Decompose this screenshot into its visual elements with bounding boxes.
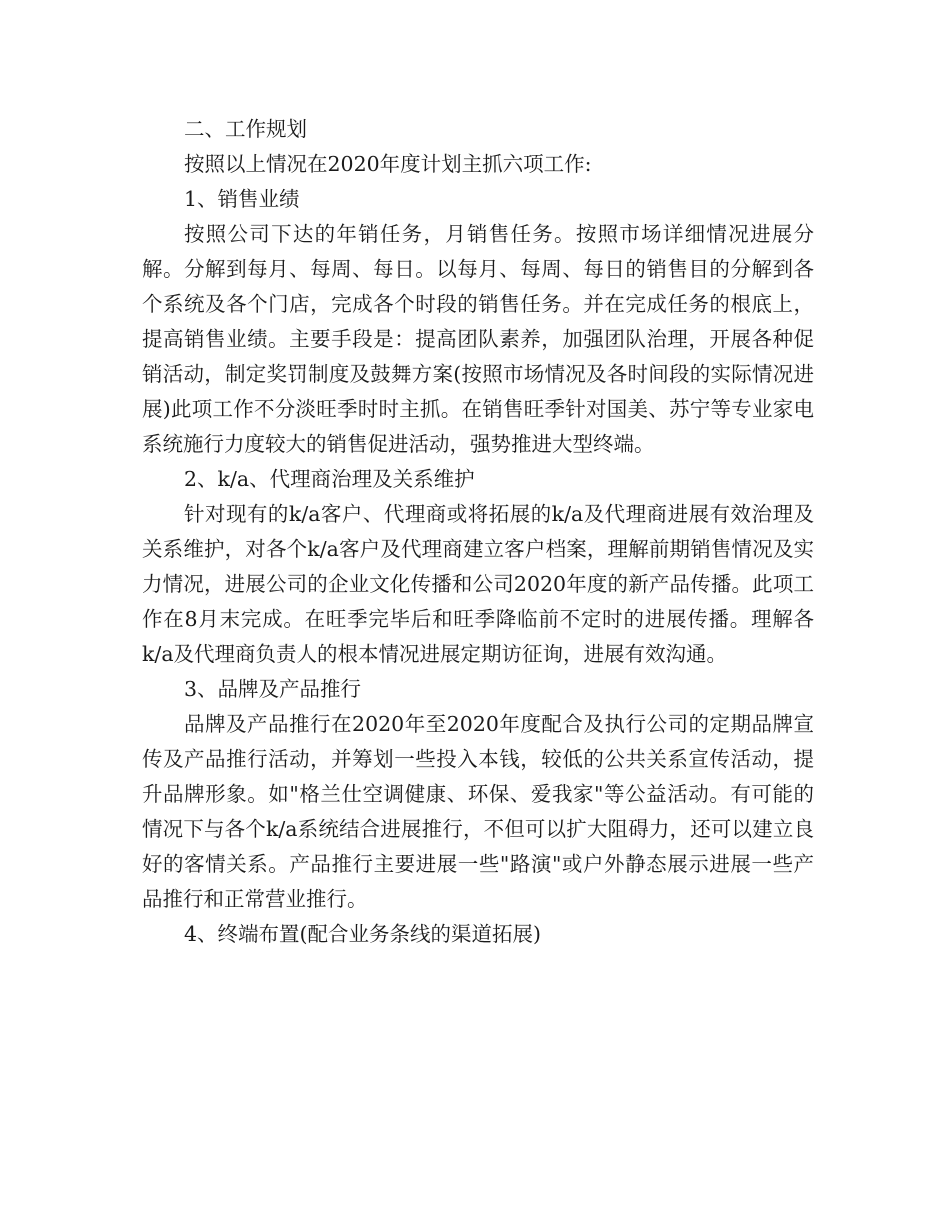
document-body (142, 112, 814, 952)
intro-paragraph: 按照以上情况在2020年度计划主抓六项工作: (184, 152, 592, 176)
brand-promotion-paragraph: 品牌及产品推行在2020年至2020年度配合及执行公司的定期品牌宣传及产品推行活动，并筹划一些投入本钱，较低的公共关系宣传活动，提升品牌形象。如"格兰仕空调健康、环保、爱我家"等公益活动。有可能的情况下与各个k/a系统结合进展推行，不但可以扩大阻碍力，还可以建立良好的客情关系。产品推行主要进展一些"路演"或户外静态展示进展一些产品推行和正常营业推行。 (142, 712, 814, 911)
item-heading-terminal-layout: 4、终端布置(配合业务条线的渠道拓展) (184, 922, 542, 946)
ka-agents-paragraph: 针对现有的k/a客户、代理商或将拓展的k/a及代理商进展有效治理及关系维护，对各个k/a客户及代理商建立客户档案，理解前期销售情况及实力情况，进展公司的企业文化传播和公司2020年度的新产品传播。此项工作在8月末完成。在旺季完毕后和旺季降临前不定时的进展传播。理解各k/a及代理商负责人的根本情况进展定期访征询，进展有效沟通。 (142, 502, 814, 666)
sales-paragraph: 按照公司下达的年销任务，月销售任务。按照市场详细情况进展分解。分解到每月、每周、每日。以每月、每周、每日的销售目的分解到各个系统及各个门店，完成各个时段的销售任务。并在完成任务的根底上，提高销售业绩。主要手段是：提高团队素养，加强团队治理，开展各种促销活动，制定奖罚制度及鼓舞方案(按照市场情况及各时间段的实际情况进展)此项工作不分淡旺季时时主抓。在销售旺季针对国美、苏宁等专业家电系统施行力度较大的销售促进活动，强势推进大型终端。 (142, 222, 814, 456)
item-heading-sales: 1、销售业绩 (184, 187, 300, 211)
item-heading-brand-promotion: 3、品牌及产品推行 (184, 677, 362, 701)
item-heading-ka-agents: 2、k/a、代理商治理及关系维护 (184, 467, 475, 491)
section-heading-work-plan: 二、工作规划 (184, 117, 307, 141)
